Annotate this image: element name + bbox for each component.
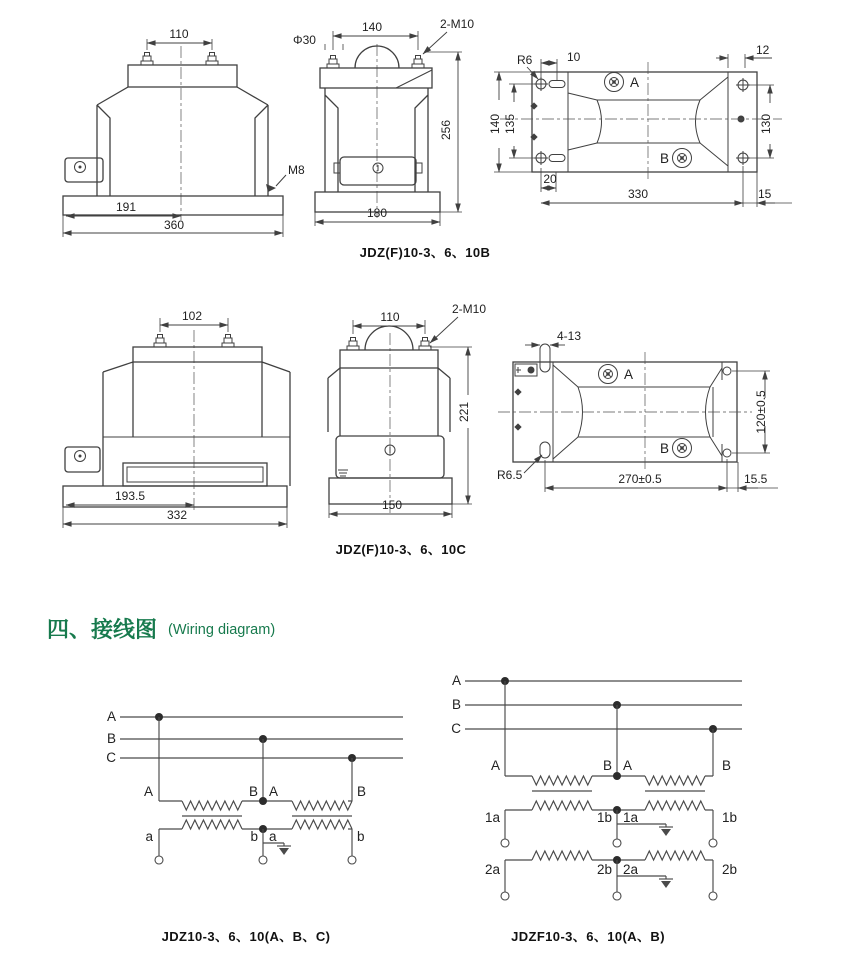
phase-c-label: C xyxy=(106,750,116,765)
primary-b2-label-f: B xyxy=(722,758,732,773)
secondary-a1-label: a xyxy=(145,829,153,844)
wiring-diagram-jdz xyxy=(106,709,403,864)
dim-m8-label: M8 xyxy=(288,163,305,177)
dim-102-label: 102 xyxy=(181,309,203,323)
sec2-2b2-label: 2b xyxy=(722,862,738,877)
dim-4-13-label: 4-13 xyxy=(557,329,582,343)
drawing-b-side xyxy=(293,17,474,226)
dim-15-label: 15 xyxy=(758,187,772,201)
dim-2m10-label: 2-M10 xyxy=(440,17,475,31)
dim-110c-label: 110 xyxy=(380,310,400,324)
sec1-1b2-label: 1b xyxy=(722,810,738,825)
primary-b1-label: B xyxy=(248,784,258,799)
dim-221-label: 221 xyxy=(457,401,471,423)
dim-330-label: 330 xyxy=(627,187,649,201)
section-heading-zh: 四、接线图 xyxy=(47,617,158,642)
dim-191-label: 191 xyxy=(115,200,137,214)
sec1-1a2-label: 1a xyxy=(623,810,639,825)
sec1-1b-label: 1b xyxy=(596,810,612,825)
drawing-b-top xyxy=(488,43,792,207)
dim-193-label: 193.5 xyxy=(114,489,146,503)
dim-140v-label: 140 xyxy=(488,113,502,135)
phase-a-label: A xyxy=(106,709,116,724)
primary-a2-label-f: A xyxy=(623,758,633,773)
drawing-b-front xyxy=(63,27,305,237)
dim-20-label: 20 xyxy=(543,172,557,186)
drawing-c-front xyxy=(63,309,290,528)
dim-332-label: 332 xyxy=(166,508,188,522)
drawing-c-side xyxy=(328,302,486,518)
dim-120-label: 120±0.5 xyxy=(754,390,768,434)
sec2-2a2-label: 2a xyxy=(623,862,639,877)
dim-10-label: 10 xyxy=(567,50,581,64)
dim-130-label: 130 xyxy=(759,113,773,135)
dim-270-label: 270±0.5 xyxy=(618,472,662,486)
dim-360-label: 360 xyxy=(163,218,185,232)
terminal-b-label-c: B xyxy=(659,441,669,456)
primary-a2-label: A xyxy=(269,784,279,799)
phase-b-label: B xyxy=(106,731,116,746)
dim-135-label: 135 xyxy=(503,113,517,135)
terminal-a-label: A xyxy=(630,75,640,90)
phase-a-label-f: A xyxy=(451,673,461,688)
phase-b-label-f: B xyxy=(451,697,461,712)
terminal-b-label: B xyxy=(659,151,669,166)
dim-r6-label: R6 xyxy=(517,53,533,67)
dim-12-label: 12 xyxy=(756,43,770,57)
phase-c-label-f: C xyxy=(451,721,461,736)
dim-150-label: 150 xyxy=(381,498,403,512)
caption-wiring-jdzf: JDZF10-3、6、10(A、B) xyxy=(511,929,665,944)
drawing-c-top xyxy=(497,329,778,492)
section-heading-en: (Wiring diagram) xyxy=(168,622,276,638)
sec2-2a-label: 2a xyxy=(484,862,500,877)
sec2-2b-label: 2b xyxy=(596,862,612,877)
primary-b2-label: B xyxy=(357,784,367,799)
side-bolt-icon xyxy=(338,470,348,476)
dim-phi30-label: Φ30 xyxy=(293,33,316,47)
caption-model-b: JDZ(F)10-3、6、10B xyxy=(359,245,491,260)
terminal-a-label-c: A xyxy=(624,367,634,382)
dim-256-label: 256 xyxy=(439,119,453,141)
sec1-1a-label: 1a xyxy=(484,810,500,825)
wiring-diagram-jdzf xyxy=(451,673,742,900)
dim-2m10c-label: 2-M10 xyxy=(452,302,487,316)
primary-b1-label-f: B xyxy=(602,758,612,773)
dim-155-label: 15.5 xyxy=(744,472,768,486)
primary-a1-label-f: A xyxy=(490,758,500,773)
secondary-b2-label: b xyxy=(357,829,365,844)
primary-a1-label: A xyxy=(143,784,153,799)
caption-wiring-jdz: JDZ10-3、6、10(A、B、C) xyxy=(161,929,331,944)
secondary-a2-label: a xyxy=(269,829,277,844)
dim-140-label: 140 xyxy=(361,20,383,34)
dim-110-label: 110 xyxy=(169,27,189,41)
dim-r65-label: R6.5 xyxy=(497,468,523,482)
caption-model-c: JDZ(F)10-3、6、10C xyxy=(335,542,467,557)
secondary-b1-label: b xyxy=(250,829,258,844)
dim-180-label: 180 xyxy=(366,206,388,220)
